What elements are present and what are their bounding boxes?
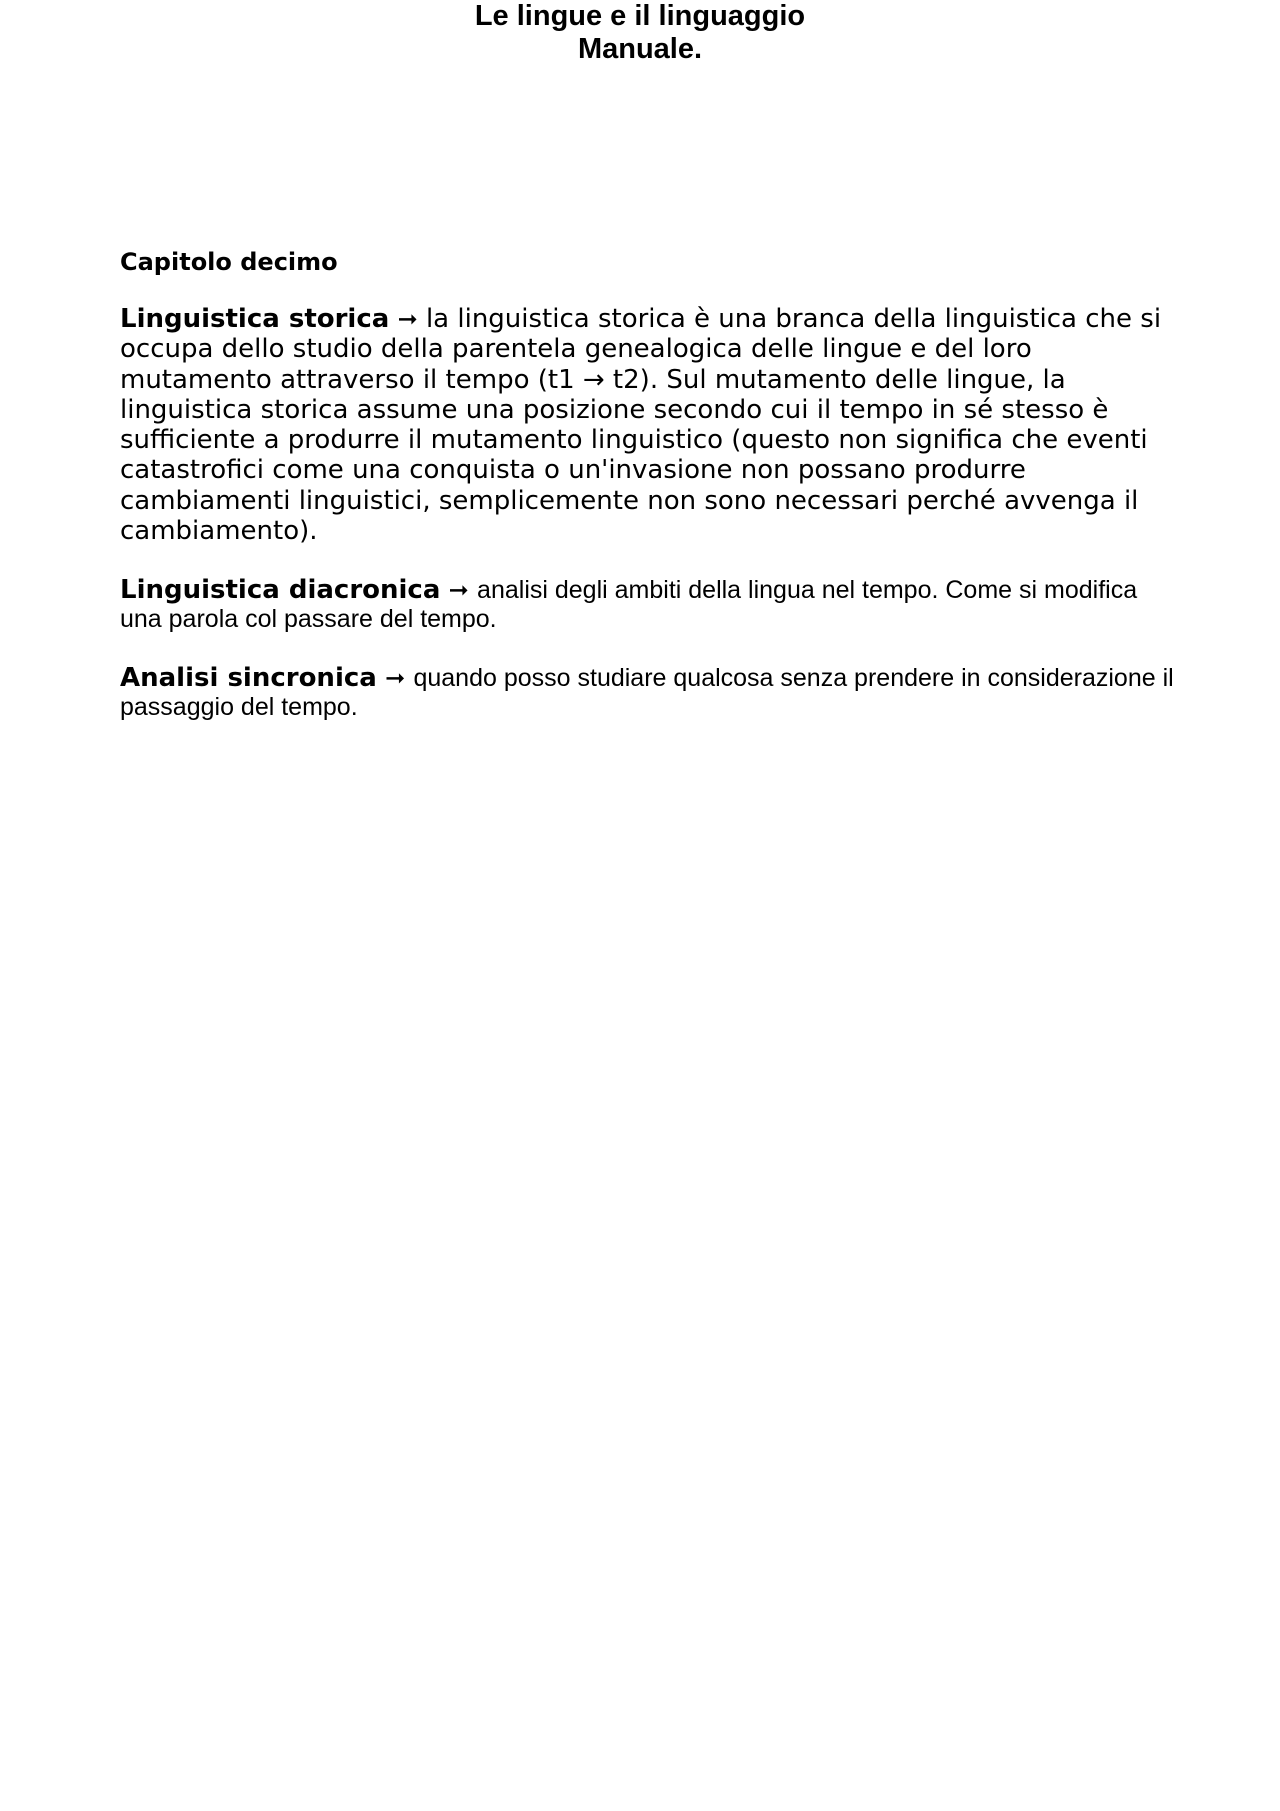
paragraph-linguistica-storica [120,304,1180,546]
term-linguistica-storica: Linguistica storica [120,304,390,334]
document-body [120,247,1180,752]
arrow-icon: ➞ [448,576,469,605]
definition-analisi-sincronica: quando posso studiare qualcosa senza prendere in considerazione il passaggio del tempo. [120,664,1174,722]
chapter-heading: Capitolo decimo [120,248,338,276]
term-analisi-sincronica: Analisi sincronica [120,663,377,694]
arrow-icon: ➞ [385,664,406,693]
definition-linguistica-storica: la linguistica storica è una branca della linguistica che si occupa dello studio della parentela genealogica delle lingue e del loro mutamento attraverso il tempo (t1 → t2). Sul mutamento delle lingue, la linguistica storica assume una posizione secondo cui il tempo in sé stesso è sufficiente a produrre il mutamento linguistico (questo non significa che eventi catastrofici come una conquista o un'invasione non possano produrre cambiamenti linguistici, semplicemente non sono necessari perché avvenga il cambiamento). [120,304,1162,547]
title-line-1: Le lingue e il linguaggio [474,0,806,32]
paragraph-linguistica-diacronica [120,576,1180,634]
document-title [0,0,1280,66]
arrow-icon: ➞ [397,305,418,333]
paragraph-analisi-sincronica [120,664,1180,722]
title-line-2: Manuale. [577,33,703,65]
term-linguistica-diacronica: Linguistica diacronica [120,575,441,606]
definition-linguistica-diacronica: analisi degli ambiti della lingua nel tempo. Come si modifica una parola col passare del tempo. [120,576,1138,634]
